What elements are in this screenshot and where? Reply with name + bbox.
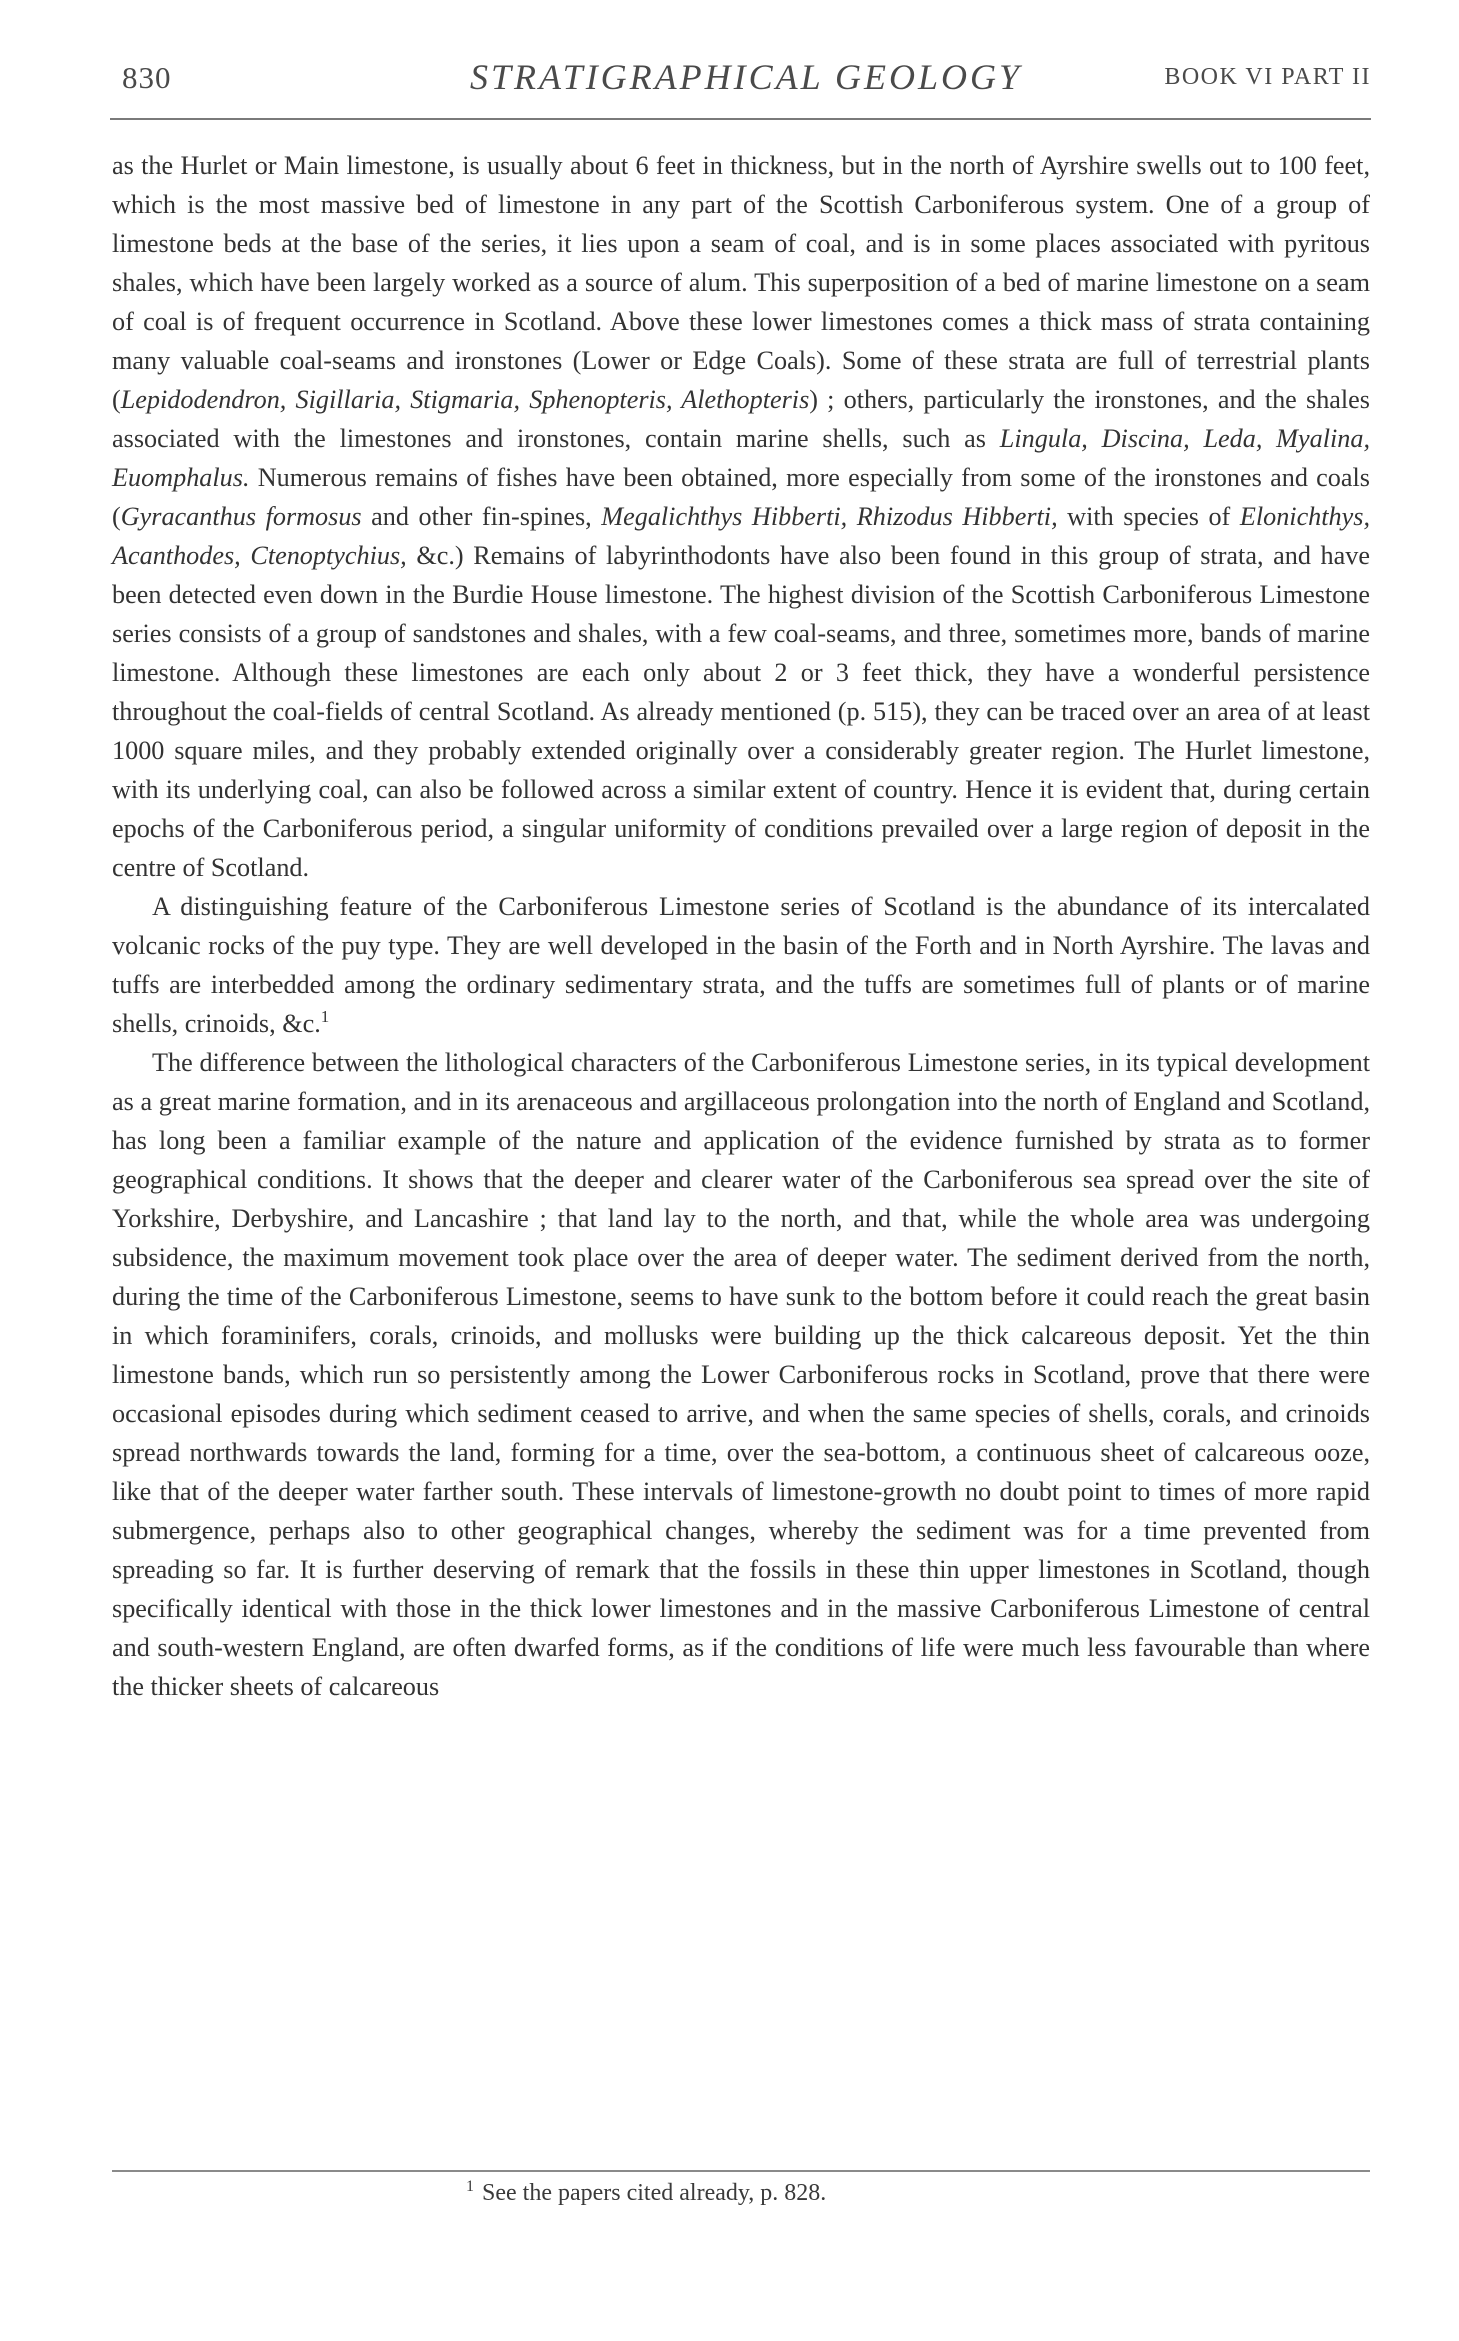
text-segment: &c.) Remains of labyrinthodonts have also been found in this group of strata, and have been detected even down in the Burdie House limestone. The highest division of the Scottish Carboniferous Limestone series consists of a group of sandstones and shales, with a few coal-seams, and three, sometimes more, bands of marine limestone. Although these limestones are each only about 2 or 3 feet thick, they have a wonderful persistence throughout the coal-fields of central Scotland. As already mentioned (p. 515), they can be traced over an area of at least 1000 square miles, and they probably extended originally over a considerably greater region. The Hurlet limestone, with its underlying coal, can also be followed across a similar extent of country. Hence it is evident that, during certain epochs of the Carboniferous period, a singular uniformity of conditions prevailed over a large region of deposit in the centre of Scotland. — [112, 541, 1370, 882]
body-text — [112, 146, 1370, 1706]
text-segment: Numerous remains of fishes have been obtained, more especially from some of the ironstones and coals ( — [112, 463, 1370, 531]
italic-taxon-names: Megalichthys Hibberti, Rhizodus Hibberti, — [601, 502, 1058, 531]
italic-taxon-names: Lepidodendron, Sigillaria, Stigmaria, Sphenopteris, Alethopteris — [120, 385, 810, 414]
footnote-reference: 1 — [320, 1007, 330, 1026]
italic-taxon-names: Elonichthys, Acanthodes, Ctenoptychius, — [112, 502, 1371, 570]
paragraph — [112, 1043, 1370, 1706]
text-segment: The difference between the lithological characters of the Carboniferous Limestone series, in its typical development as a great marine formation, and in its arenaceous and argillaceous prolongation into the north of England and Scotland, has long been a familiar example of the nature and application of the evidence furnished by strata as to former geographical conditions. It shows that the deeper and clearer water of the Carboniferous sea spread over the site of Yorkshire, Derbyshire, and Lancashire ; that land lay to the north, and that, while the whole area was undergoing subsidence, the maximum movement took place over the area of deeper water. The sediment derived from the north, during the time of the Carboniferous Limestone, seems to have sunk to the bottom before it could reach the great basin in which foraminifers, corals, crinoids, and mollusks were building up the thick calcareous deposit. Yet the thin limestone bands, which run so persistently among the Lower Carboniferous rocks in Scotland, prove that there were occasional episodes during which sediment ceased to arrive, and when the same species of shells, corals, and crinoids spread northwards towards the land, forming for a time, over the sea-bottom, a continuous sheet of calcareous ooze, like that of the deeper water farther south. These intervals of limestone-growth no doubt point to times of more rapid submergence, perhaps also to other geographical changes, whereby the sediment was for a time prevented from spreading so far. It is further deserving of remark that the fossils in these thin upper limestones in Scotland, though specifically identical with those in the thick lower limestones and in the massive Carboniferous Limestone of central and south-western England, are often dwarfed forms, as if the conditions of life were much less favourable than where the thicker sheets of calcareous — [112, 1048, 1370, 1701]
book-part-label: BOOK VI PART II — [1164, 64, 1371, 90]
text-segment: as the Hurlet or Main limestone, is usually about 6 feet in thickness, but in the north of Ayrshire swells out to 100 feet, which is the most massive bed of limestone in any part of the Scottish Carboniferous system. One of a group of limestone beds at the base of the series, it lies upon a seam of coal, and is in some places associated with pyritous shales, which have been largely worked as a source of alum. This superposition of a bed of marine limestone on a seam of coal is of frequent occurrence in Scotland. Above these lower limestones comes a thick mass of strata containing many valuable coal-seams and ironstones (Lower or Edge Coals). Some of these strata are full of terrestrial plants ( — [112, 151, 1370, 414]
text-segment: and other fin-spines, — [361, 502, 602, 531]
text-segment: ) ; others, particularly the ironstones, and the shales associated with the limestones and ironstones, contain marine shells, such as — [112, 385, 1370, 453]
footnote-marker: 1 — [466, 2178, 474, 2195]
italic-taxon-names: Gyracanthus formosus — [120, 502, 362, 531]
italic-taxon-names: Lingula, Discina, Leda, Myalina, Euomphalus. — [112, 424, 1370, 492]
text-segment: with species of — [1057, 502, 1240, 531]
running-title: STRATIGRAPHICAL GEOLOGY — [470, 57, 1023, 97]
running-head — [122, 56, 1371, 104]
page-number: 830 — [122, 60, 172, 95]
footnote-text: See the papers cited already, p. 828. — [482, 2180, 827, 2206]
paragraph — [112, 887, 1370, 1043]
footnote — [466, 2180, 826, 2207]
paragraph — [112, 146, 1370, 887]
header-rule — [110, 118, 1371, 120]
text-segment: A distinguishing feature of the Carboniferous Limestone series of Scotland is the abundance of its intercalated volcanic rocks of the puy type. They are well developed in the basin of the Forth and in North Ayrshire. The lavas and tuffs are interbedded among the ordinary sedimentary strata, and the tuffs are sometimes full of plants or of marine shells, crinoids, &c. — [112, 892, 1370, 1038]
footnote-rule — [112, 2170, 1370, 2172]
